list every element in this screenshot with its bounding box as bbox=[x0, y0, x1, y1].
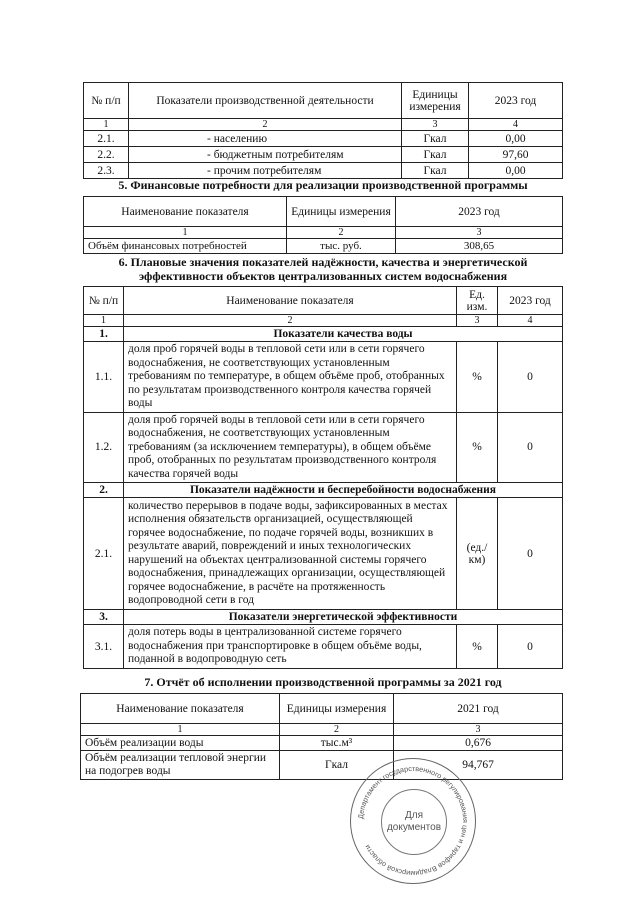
stamp-center-line2: документов bbox=[386, 822, 442, 833]
row-name: доля проб горячей воды в тепловой сети или в сети горячего водоснабжения, не соответствующих установленным требованиям (за исключением температуры), в общем объёме проб, отобранных по результатам производственного контроля качества горячей воды bbox=[124, 412, 457, 483]
col-header-name: Наименование показателя bbox=[84, 197, 287, 227]
col-header-name: Показатели производственной деятельности bbox=[129, 83, 402, 119]
row-unit: Гкал bbox=[280, 751, 394, 780]
row-name: доля потерь воды в централизованной системе горячего водоснабжения при транспортировке в общем объёме воды, поданной в водопроводную сеть bbox=[124, 625, 457, 669]
table-row bbox=[81, 751, 563, 780]
group-row bbox=[84, 483, 563, 498]
reliability-indicators-table bbox=[83, 286, 563, 669]
group-row bbox=[84, 327, 563, 342]
row-num: 1.1. bbox=[84, 342, 124, 413]
row-value: 0 bbox=[498, 412, 563, 483]
col-header-year: 2021 год bbox=[394, 694, 563, 724]
col-header-num: № п/п bbox=[84, 83, 129, 119]
row-num: 3.1. bbox=[84, 625, 124, 669]
row-unit: % bbox=[457, 625, 498, 669]
col-number: 2 bbox=[129, 119, 402, 131]
col-header-name: Наименование показателя bbox=[124, 287, 457, 315]
row-name: количество перерывов в подаче воды, зафиксированных в местах исполнения обязательств организацией, осуществляющей горячее водоснабжение, по подаче горячей воды, возникших в результате аварий, повреждений и иных технологических нарушений на объектах централизованной системы горячего водоснабжения, принадлежащих организации, осуществляющей горячее водоснабжение, в расчёте на протяженность водопроводной сети в год bbox=[124, 498, 457, 610]
col-number: 3 bbox=[394, 724, 563, 736]
group-row bbox=[84, 610, 563, 625]
col-header-name: Наименование показателя bbox=[81, 694, 280, 724]
table-row bbox=[84, 498, 563, 610]
row-name: Объём реализации тепловой энергии на подогрев воды bbox=[81, 751, 280, 780]
row-unit: Гкал bbox=[402, 163, 469, 179]
row-unit: тыс.м³ bbox=[280, 736, 394, 751]
row-value: 94,767 bbox=[394, 751, 563, 780]
section6-title-line2: эффективности объектов централизованных систем водоснабжения bbox=[138, 269, 508, 283]
col-number: 2 bbox=[280, 724, 394, 736]
col-header-unit: Единицы измерения bbox=[287, 197, 396, 227]
row-unit: Гкал bbox=[402, 147, 469, 163]
group-num: 2. bbox=[84, 483, 124, 498]
col-header-unit: Единицы измерения bbox=[280, 694, 394, 724]
section6-title-line1: 6. Плановые значения показателей надёжности, качества и энергетической bbox=[118, 255, 528, 269]
row-num: 2.3. bbox=[84, 163, 129, 179]
section6-title bbox=[83, 255, 563, 283]
row-value: 0,676 bbox=[394, 736, 563, 751]
col-number: 4 bbox=[498, 315, 563, 327]
row-value: 0 bbox=[498, 342, 563, 413]
section7-title: 7. Отчёт об исполнении производственной программы за 2021 год bbox=[144, 675, 502, 689]
table-row bbox=[81, 736, 563, 751]
table-row bbox=[84, 147, 563, 163]
col-number: 4 bbox=[469, 119, 563, 131]
row-name: - бюджетным потребителям bbox=[129, 147, 402, 163]
group-title: Показатели энергетической эффективности bbox=[124, 610, 563, 625]
table-row bbox=[84, 412, 563, 483]
stamp-center-line1: Для bbox=[404, 810, 424, 821]
row-unit: тыс. руб. bbox=[287, 239, 396, 254]
row-num: 2.1. bbox=[84, 498, 124, 610]
col-header-year: 2023 год bbox=[396, 197, 563, 227]
col-number: 3 bbox=[396, 227, 563, 239]
row-num: 2.2. bbox=[84, 147, 129, 163]
row-num: 1.2. bbox=[84, 412, 124, 483]
financial-needs-table bbox=[83, 196, 563, 254]
col-number: 2 bbox=[124, 315, 457, 327]
row-name: - прочим потребителям bbox=[129, 163, 402, 179]
table-row bbox=[84, 342, 563, 413]
row-value: 0,00 bbox=[469, 131, 563, 147]
col-number: 1 bbox=[84, 119, 129, 131]
stamp-ring-text: Департамент государственного регулирования цен и тарифов Владимирской области bbox=[356, 763, 471, 879]
row-value: 308,65 bbox=[396, 239, 563, 254]
group-title: Показатели качества воды bbox=[124, 327, 563, 342]
table-row bbox=[84, 239, 563, 254]
group-num: 3. bbox=[84, 610, 124, 625]
col-number: 2 bbox=[287, 227, 396, 239]
col-header-unit: Единицы измерения bbox=[402, 83, 469, 119]
section5-title: 5. Финансовые потребности для реализации производственной программы bbox=[118, 178, 528, 192]
row-unit: % bbox=[457, 342, 498, 413]
production-indicators-table bbox=[83, 82, 563, 179]
official-stamp bbox=[350, 758, 476, 884]
row-name: Объём финансовых потребностей bbox=[84, 239, 287, 254]
row-unit: % bbox=[457, 412, 498, 483]
col-number: 1 bbox=[84, 227, 287, 239]
row-value: 97,60 bbox=[469, 147, 563, 163]
group-num: 1. bbox=[84, 327, 124, 342]
group-title: Показатели надёжности и бесперебойности водоснабжения bbox=[124, 483, 563, 498]
table-row bbox=[84, 625, 563, 669]
table-row bbox=[84, 131, 563, 147]
row-value: 0,00 bbox=[469, 163, 563, 179]
row-num: 2.1. bbox=[84, 131, 129, 147]
table-row bbox=[84, 163, 563, 179]
row-value: 0 bbox=[498, 625, 563, 669]
col-number: 3 bbox=[402, 119, 469, 131]
col-header-unit: Ед. изм. bbox=[457, 287, 498, 315]
row-name: - населению bbox=[129, 131, 402, 147]
row-name: доля проб горячей воды в тепловой сети или в сети горячего водоснабжения, не соответствующих установленным требованиям по температуре, в общем объёме проб, отобранных по результатам производственного контроля качества горячей воды bbox=[124, 342, 457, 413]
row-unit: Гкал bbox=[402, 131, 469, 147]
row-name: Объём реализации воды bbox=[81, 736, 280, 751]
col-number: 3 bbox=[457, 315, 498, 327]
col-header-year: 2023 год bbox=[498, 287, 563, 315]
execution-report-table bbox=[80, 693, 563, 780]
stamp-center bbox=[381, 789, 447, 855]
col-header-year: 2023 год bbox=[469, 83, 563, 119]
row-value: 0 bbox=[498, 498, 563, 610]
col-number: 1 bbox=[81, 724, 280, 736]
col-header-num: № п/п bbox=[84, 287, 124, 315]
row-unit: (ед./ км) bbox=[457, 498, 498, 610]
col-number: 1 bbox=[84, 315, 124, 327]
